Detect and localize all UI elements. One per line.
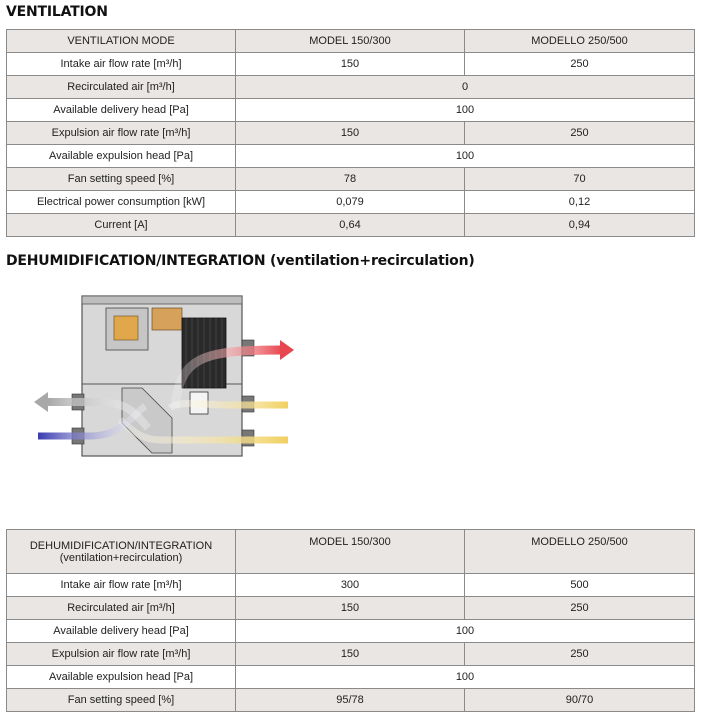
value-model-250: 0,94 bbox=[465, 214, 695, 237]
row-label: Available expulsion head [Pa] bbox=[7, 145, 236, 168]
table-row bbox=[7, 214, 695, 237]
row-label: Fan setting speed [%] bbox=[7, 689, 236, 712]
value-model-150: 0,079 bbox=[236, 191, 465, 214]
table-row bbox=[7, 53, 695, 76]
table-row bbox=[7, 574, 695, 597]
row-label: Electrical power consumption [kW] bbox=[7, 191, 236, 214]
table-row bbox=[7, 666, 695, 689]
value-model-150: 150 bbox=[236, 53, 465, 76]
row-label: Expulsion air flow rate [m³/h] bbox=[7, 122, 236, 145]
value-model-250: 250 bbox=[465, 53, 695, 76]
value-merged: 100 bbox=[236, 620, 695, 643]
table-row bbox=[7, 597, 695, 620]
row-label: Recirculated air [m³/h] bbox=[7, 597, 236, 620]
table-header-row bbox=[7, 530, 695, 574]
table-row bbox=[7, 168, 695, 191]
row-label: Available delivery head [Pa] bbox=[7, 99, 236, 122]
value-model-150: 150 bbox=[236, 597, 465, 620]
row-label: Available delivery head [Pa] bbox=[7, 620, 236, 643]
ventilation-table bbox=[6, 29, 695, 237]
header-cell-model-150: MODEL 150/300 bbox=[236, 530, 465, 574]
table-row bbox=[7, 620, 695, 643]
header-cell-model-250: MODELLO 250/500 bbox=[465, 530, 695, 574]
value-model-250: 0,12 bbox=[465, 191, 695, 214]
table-row bbox=[7, 689, 695, 712]
row-label: Intake air flow rate [m³/h] bbox=[7, 53, 236, 76]
value-model-250: 250 bbox=[465, 122, 695, 145]
row-label: Recirculated air [m³/h] bbox=[7, 76, 236, 99]
supply-arrow-head bbox=[280, 340, 294, 360]
value-merged: 100 bbox=[236, 666, 695, 689]
header-cell-model-150: MODEL 150/300 bbox=[236, 30, 465, 53]
value-model-150: 150 bbox=[236, 643, 465, 666]
header-mode-line2: (ventilation+recirculation) bbox=[59, 551, 183, 564]
row-label: Intake air flow rate [m³/h] bbox=[7, 574, 236, 597]
header-cell-mode: VENTILATION MODE bbox=[7, 30, 236, 53]
ventilation-heading: VENTILATION bbox=[6, 4, 108, 20]
table-row bbox=[7, 643, 695, 666]
value-model-250: 70 bbox=[465, 168, 695, 191]
value-model-250: 250 bbox=[465, 597, 695, 620]
value-model-250: 90/70 bbox=[465, 689, 695, 712]
table-row bbox=[7, 191, 695, 214]
row-label: Expulsion air flow rate [m³/h] bbox=[7, 643, 236, 666]
table-row bbox=[7, 145, 695, 168]
value-model-150: 78 bbox=[236, 168, 465, 191]
row-label: Available expulsion head [Pa] bbox=[7, 666, 236, 689]
value-merged: 0 bbox=[236, 76, 695, 99]
table-header-row bbox=[7, 30, 695, 53]
value-model-150: 0,64 bbox=[236, 214, 465, 237]
value-merged: 100 bbox=[236, 145, 695, 168]
exhaust-arrow-head bbox=[34, 392, 48, 412]
row-label: Fan setting speed [%] bbox=[7, 168, 236, 191]
header-mode-line1: DEHUMIDIFICATION/INTEGRATION bbox=[29, 539, 213, 552]
value-model-250: 250 bbox=[465, 643, 695, 666]
table-row bbox=[7, 122, 695, 145]
header-cell-model-250: MODELLO 250/500 bbox=[465, 30, 695, 53]
value-model-150: 150 bbox=[236, 122, 465, 145]
value-model-150: 300 bbox=[236, 574, 465, 597]
airflow-unit-diagram bbox=[30, 288, 300, 468]
dehumidification-table bbox=[6, 529, 695, 712]
table-row bbox=[7, 99, 695, 122]
value-model-150: 95/78 bbox=[236, 689, 465, 712]
table-row bbox=[7, 76, 695, 99]
header-cell-mode bbox=[7, 530, 236, 574]
dehumidification-heading: DEHUMIDIFICATION/INTEGRATION (ventilation+recirculation) bbox=[6, 253, 475, 269]
value-model-250: 500 bbox=[465, 574, 695, 597]
value-merged: 100 bbox=[236, 99, 695, 122]
row-label: Current [A] bbox=[7, 214, 236, 237]
